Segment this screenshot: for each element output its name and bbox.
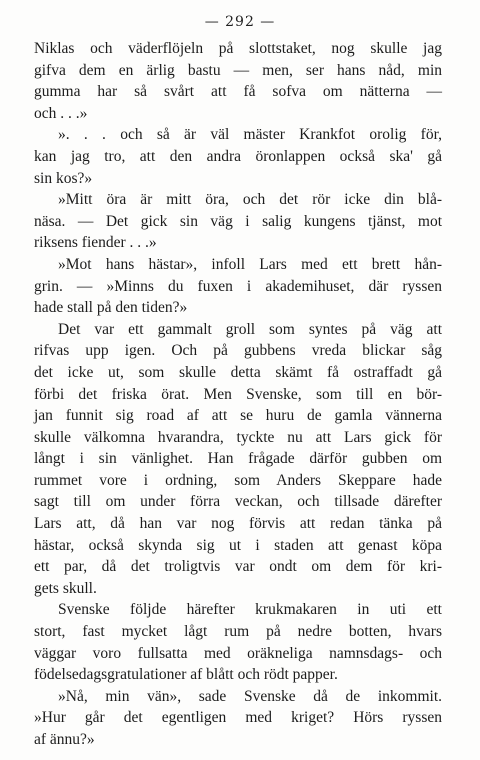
text-line: gifva dem en ärlig bastu — men, ser hans nåd, min (34, 61, 442, 79)
text-line: »Mitt öra är mitt öra, och det rör icke din blå- (58, 191, 442, 209)
text-line: rummet vore i ordning, som Anders Skeppare hade (34, 471, 442, 489)
body-text (34, 38, 442, 751)
text-line: Svenske följde härefter krukmakaren in uti ett (58, 601, 442, 619)
text-line: ett par, då det troligtvis var ondt om dem för kri- (34, 558, 442, 576)
text-line: »Nå, min vän», sade Svenske då de inkommit. (58, 687, 442, 705)
text-line: det icke ut, som skulle detta skämt få ostraffadt gå (34, 363, 442, 381)
text-line: sagt till om under förra veckan, och tillsade därefter (34, 493, 442, 511)
text-line: skulle välkomna hvarandra, tyckte nu att Lars gick för (34, 428, 442, 446)
text-line: hade stall på den tiden?» (34, 299, 188, 317)
text-line: långt i sin vänlighet. Han frågade därför gubben om (34, 450, 442, 468)
text-line: väggar voro fullsatta med oräkneliga namnsdags- och (34, 644, 442, 662)
text-line: Niklas och väderflöjeln på slottstaket, nog skulle jag (34, 40, 442, 57)
text-line: »Mot hans hästar», infoll Lars med ett brett hån- (58, 255, 442, 273)
text-line: Det var ett gammalt groll som syntes på väg att (58, 320, 442, 338)
text-line: jan funnit sig road af att se huru de gamla vännerna (34, 407, 442, 425)
text-line: rifvas upp igen. Och på gubbens vreda blickar såg (34, 342, 442, 360)
text-line: näsa. — Det gick sin väg i salig kungens tjänst, mot (34, 212, 442, 230)
text-line: grin. — »Minns du fuxen i akademihuset, där ryssen (34, 277, 442, 295)
text-line: förbi det friska örat. Men Svenske, som till en bör- (34, 385, 442, 403)
text-line: gumma har så svårt att få sofva om nätterna — (34, 83, 442, 101)
text-line: födelsedagsgratulationer af blått och rödt papper. (34, 666, 338, 684)
text-line: »Hur går det egentligen med kriget? Hörs ryssen (34, 709, 442, 727)
text-line: sin kos?» (34, 169, 93, 187)
text-line: stort, fast mycket lågt rum på nedre botten, hvars (34, 623, 442, 641)
text-line: Lars att, då han var nog förvis att redan tänka på (34, 515, 442, 533)
text-line: och . . .» (34, 104, 88, 122)
text-line: hästar, också skynda sig ut i staden att genast köpa (34, 536, 442, 554)
text-line: kan jag tro, att den andra öronlappen också ska' gå (34, 147, 442, 165)
text-line: af ännu?» (34, 731, 95, 748)
page-number: — 292 — (204, 14, 276, 30)
text-line: ». . . och så är väl mäster Krankfot orolig för, (58, 126, 442, 144)
text-line: gets skull. (34, 579, 97, 597)
text-line: riksens fiender . . .» (34, 234, 157, 252)
